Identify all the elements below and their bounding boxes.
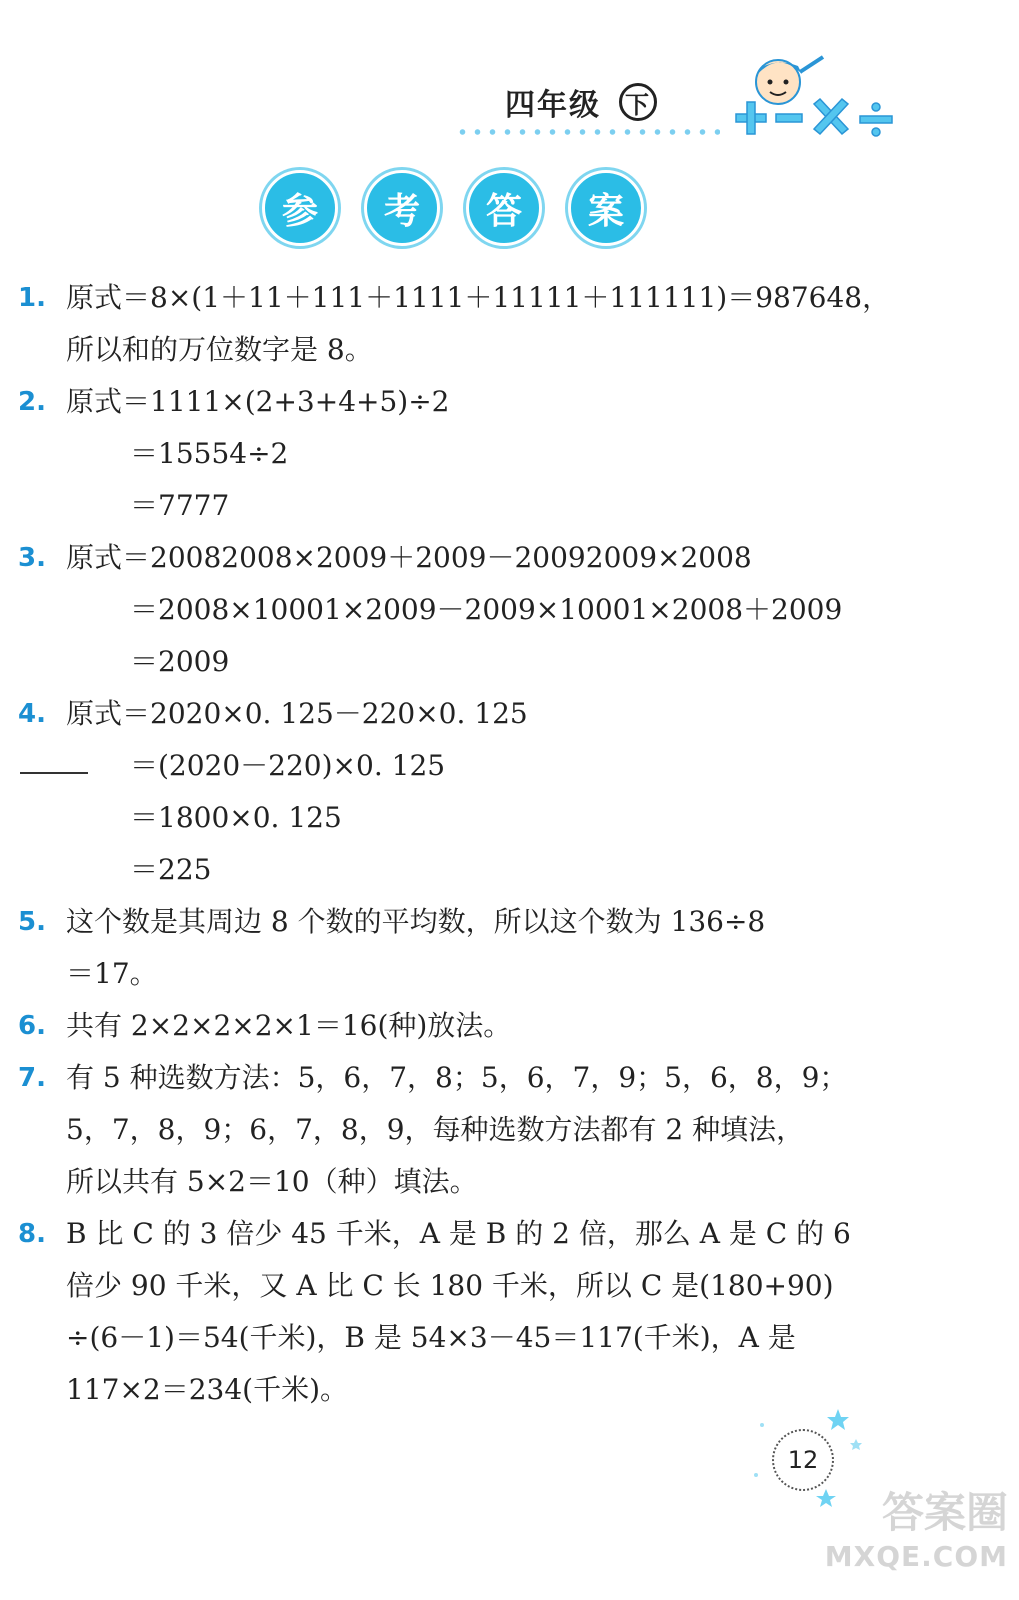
answer-line [0,792,1019,844]
answer-text: 原式＝2020×0. 125－220×0. 125 [66,697,528,730]
answer-text: 所以共有 5×2＝10（种）填法。 [66,1165,478,1198]
answer-line [0,272,1019,324]
answer-text: ＝17。 [66,957,158,990]
title-badge: 案 [568,170,644,246]
answer-line [0,584,1019,636]
answer-line [0,324,1019,376]
answer-text: ＝15554÷2 [130,437,289,470]
question-number: 5. [18,907,46,937]
question-number: 4. [18,699,46,729]
answer-text: ＝7777 [130,489,230,522]
answer-text: 5，7，8，9；6，7，8，9，每种选数方法都有 2 种填法， [66,1113,805,1146]
answer-line [0,688,1019,740]
answer-line [0,1208,1019,1260]
answer-line [0,948,1019,1000]
title-badge: 考 [364,170,440,246]
answer-text: ＝225 [130,853,212,886]
answer-text: ÷(6－1)＝54(千米)，B 是 54×3－45＝117(千米)，A 是 [66,1321,796,1354]
answer-text: ＝2009 [130,645,230,678]
mascot-math-icon [728,52,898,147]
answer-text: B 比 C 的 3 倍少 45 千米，A 是 B 的 2 倍，那么 A 是 C 的 6 [66,1217,851,1250]
term-circle: 下 [619,83,657,121]
answer-line [0,844,1019,896]
answer-text: 所以和的万位数字是 8。 [66,333,373,366]
answer-key-title [262,170,644,246]
answer-text: ＝(2020－220)×0. 125 [130,749,446,782]
grade-text: 四年级 [505,88,601,123]
watermark-url: MXQE.COM [824,1540,1008,1573]
answer-line [0,896,1019,948]
answer-line [0,376,1019,428]
question-number: 1. [18,283,46,313]
dotted-divider [455,128,720,136]
answer-text: ＝1800×0. 125 [130,801,342,834]
answer-line [0,1312,1019,1364]
title-badge: 参 [262,170,338,246]
question-number: 3. [18,543,46,573]
answer-line [0,1052,1019,1104]
answer-text: 这个数是其周边 8 个数的平均数，所以这个数为 136÷8 [66,905,766,938]
question-number: 2. [18,387,46,417]
answers-list [0,272,1019,1416]
question-number: 7. [18,1063,46,1093]
answer-text: 117×2＝234(千米)。 [66,1373,349,1406]
answer-text: 原式＝20082008×2009＋2009－20092009×2008 [66,541,752,574]
answer-line [0,428,1019,480]
answer-text: ＝2008×10001×2009－2009×10001×2008＋2009 [130,593,843,626]
book-grade-label [505,80,657,124]
answer-line [0,636,1019,688]
answer-text: 共有 2×2×2×2×1＝16(种)放法。 [66,1009,512,1042]
answer-line [0,532,1019,584]
answer-text: 倍少 90 千米，又 A 比 C 长 180 千米，所以 C 是(180+90) [66,1269,834,1302]
answer-text: 原式＝8×(1＋11＋111＋1111＋11111＋111111)＝987648， [66,281,891,314]
answer-line [0,1104,1019,1156]
watermark-text: 答案圈 [881,1488,1008,1537]
answer-text: 有 5 种选数方法：5，6，7，8；5，6，7，9；5，6，8，9； [66,1061,848,1094]
answer-line [0,1000,1019,1052]
margin-mark [20,772,88,774]
answer-text: 原式＝1111×(2+3+4+5)÷2 [66,385,450,418]
answer-line [0,480,1019,532]
answer-line [0,1260,1019,1312]
answer-line [0,740,1019,792]
title-badge: 答 [466,170,542,246]
watermark-logo [818,1480,1008,1590]
answer-line [0,1364,1019,1416]
question-number: 6. [18,1011,46,1041]
answer-line [0,1156,1019,1208]
question-number: 8. [18,1219,46,1249]
page-number: 12 [772,1429,834,1491]
